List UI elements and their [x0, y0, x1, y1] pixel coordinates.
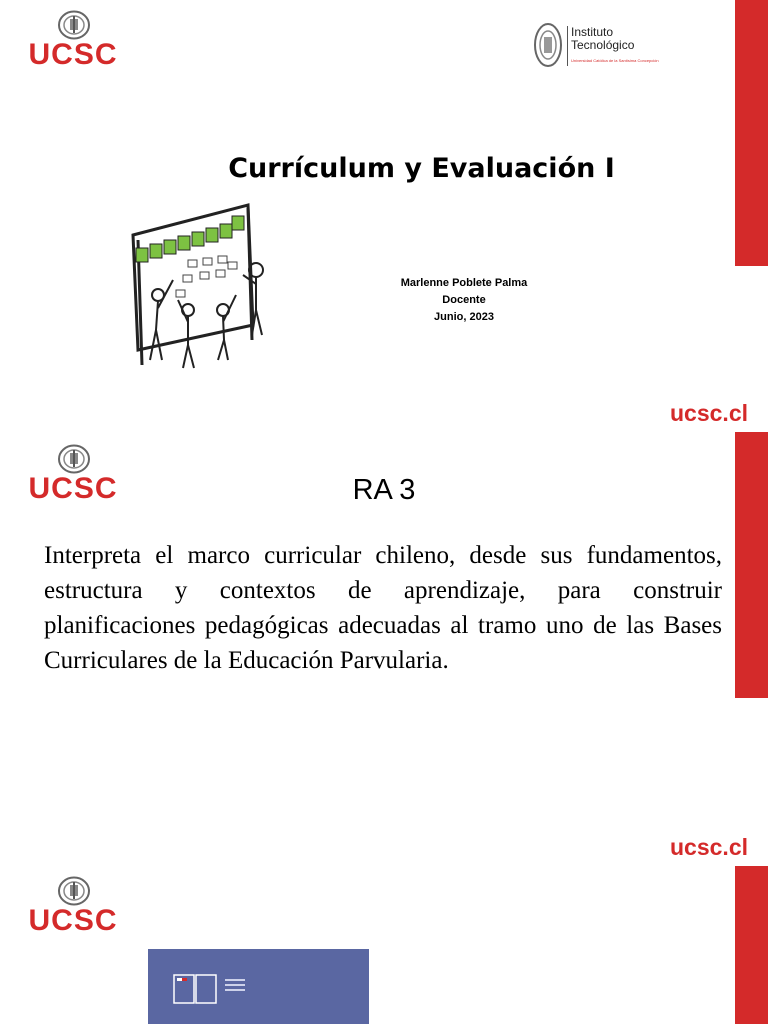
learning-outcome-heading: RA 3	[352, 474, 416, 506]
cover-text-lines	[225, 979, 245, 994]
ucsc-seal-icon	[57, 10, 91, 40]
website-link[interactable]: ucsc.cl	[670, 834, 748, 860]
ucsc-seal-icon	[57, 876, 91, 906]
ucsc-seal-icon	[57, 444, 91, 474]
document-cover-image	[148, 949, 369, 1024]
ucsc-wordmark: UCSC	[28, 472, 118, 505]
accent-bar	[735, 0, 768, 266]
instituto-name: Instituto Tecnológico	[571, 25, 635, 52]
presenter-name: Marlenne Poblete Palma	[400, 277, 528, 289]
learning-outcome-text: Interpreta el marco curricular chileno, desde sus fundamentos, estructura y contextos de aprendizaje, para construir planificaciones pedagógicas adecuadas al tramo uno de las Bases Curriculares de la Educación Parvularia.	[44, 542, 722, 674]
instituto-subtitle: Universidad Católica de la Santísima Concepción	[571, 58, 659, 63]
instituto-seal-icon	[533, 20, 563, 70]
ucsc-logo	[25, 876, 121, 936]
slide-document-preview	[0, 864, 768, 1024]
accent-bar	[735, 432, 768, 698]
slide-learning-outcome	[0, 432, 768, 864]
presenter-role: Docente	[442, 294, 486, 306]
ucsc-logo	[25, 10, 121, 70]
accent-bar	[735, 866, 768, 1024]
government-emblem-icon	[173, 974, 217, 1004]
ucsc-wordmark: UCSC	[28, 904, 118, 937]
presenter-info	[360, 275, 568, 326]
instituto-tecnologico-logo	[533, 20, 659, 72]
presentation-date: Junio, 2023	[434, 311, 494, 323]
course-title: Currículum y Evaluación I	[228, 153, 615, 184]
logo-divider	[567, 26, 568, 66]
slide-title-page	[0, 0, 768, 432]
website-link[interactable]: ucsc.cl	[670, 400, 748, 426]
curriculum-board-illustration	[128, 200, 278, 378]
ucsc-wordmark: UCSC	[28, 38, 118, 71]
